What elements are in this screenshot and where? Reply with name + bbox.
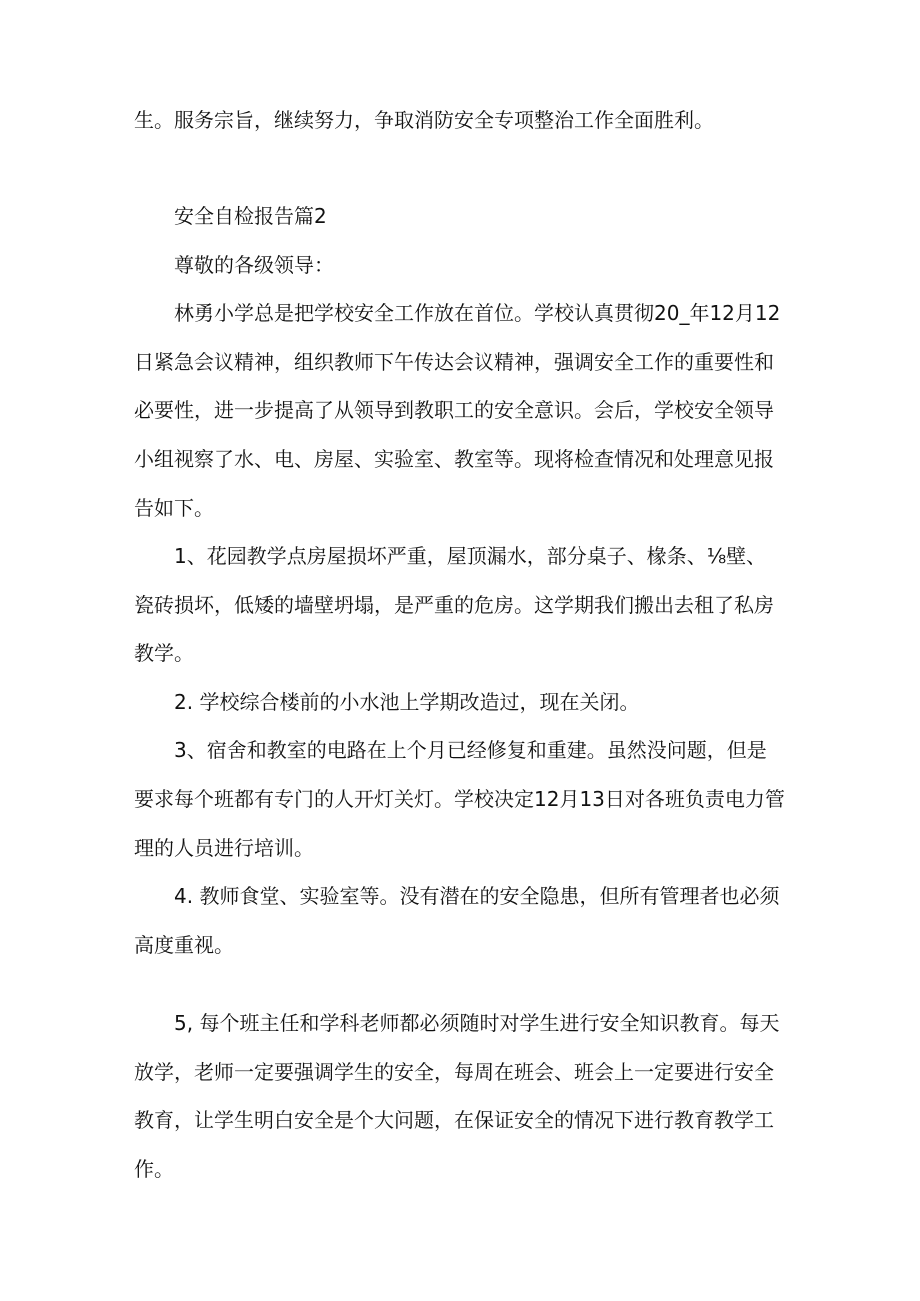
salutation: 尊敬的各级领导：	[174, 253, 334, 277]
paragraph-line: 5, 每个班主任和学科老师都必须随时对学生进行安全知识教育。每天	[174, 1011, 780, 1035]
paragraph-line: 日紧急会议精神，组织教师下午传达会议精神，强调安全工作的重要性和	[134, 350, 774, 374]
paragraph-line: 教育，让学生明白安全是个大问题，在保证安全的情况下进行教育教学工	[134, 1108, 774, 1132]
paragraph-line: 教学。	[134, 641, 194, 665]
paragraph-line: 必要性，进一步提高了从领导到教职工的安全意识。会后，学校安全领导	[134, 398, 774, 422]
paragraph-line: 告如下。	[134, 496, 214, 520]
paragraph-line: 4. 教师食堂、实验室等。没有潜在的安全隐患，但所有管理者也必须	[174, 884, 780, 908]
paragraph-line: 林勇小学总是把学校安全工作放在首位。学校认真贯彻20_年12月12	[174, 301, 781, 325]
paragraph-line: 瓷砖损坏，低矮的墙壁坍塌，是严重的危房。这学期我们搬出去租了私房	[134, 593, 774, 617]
paragraph-line: 高度重视。	[134, 933, 234, 957]
paragraph-line: 作。	[134, 1157, 174, 1181]
paragraph-line: 放学，老师一定要强调学生的安全，每周在班会、班会上一定要进行安全	[134, 1060, 774, 1084]
paragraph-line: 小组视察了水、电、房屋、实验室、教室等。现将检查情况和处理意见报	[134, 447, 774, 471]
section-title: 安全自检报告篇2	[174, 204, 327, 228]
paragraph-line: 2. 学校综合楼前的小水池上学期改造过，现在关闭。	[174, 690, 640, 714]
paragraph-line: 1、花园教学点房屋损坏严重，屋顶漏水，部分桌子、椽条、⅛壁、	[174, 544, 767, 568]
paragraph-line: 理的人员进行培训。	[134, 836, 314, 860]
paragraph-line: 要求每个班都有专门的人开灯关灯。学校决定12月13日对各班负责电力管	[134, 787, 785, 811]
paragraph-line: 3、宿舍和教室的电路在上个月已经修复和重建。虽然没问题，但是	[174, 738, 767, 762]
continuation-text: 生。服务宗旨，继续努力，争取消防安全专项整治工作全面胜利。	[134, 108, 714, 132]
